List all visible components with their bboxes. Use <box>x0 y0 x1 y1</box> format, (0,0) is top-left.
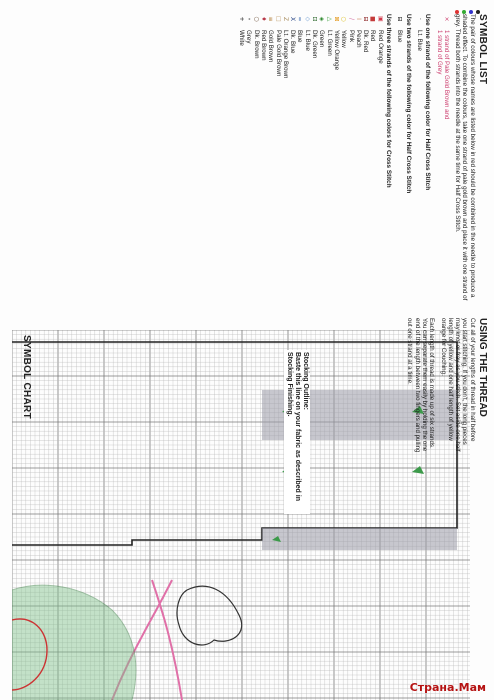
stitch-symbol-icon: ◈ <box>318 16 326 22</box>
symbol-label: Lt. Blue <box>303 30 311 51</box>
combo-row-1 <box>443 14 450 314</box>
symbol-row <box>362 14 369 314</box>
combo-line-1: 1 strand of Pale Gold Brown and <box>442 30 450 120</box>
symbol-list <box>238 14 486 314</box>
stitch-symbol-icon: ⊟ <box>362 16 370 22</box>
symbol-row <box>376 14 383 314</box>
stitch-symbol-icon: ■ <box>369 16 377 22</box>
stitch-symbol-icon: ▣ <box>376 16 384 22</box>
symbol-label: Blue <box>296 30 304 43</box>
symbol-label: Red Orange <box>376 30 384 64</box>
stitch-symbol-icon: X <box>289 16 297 22</box>
half-cross-item: Lt. Blue <box>415 30 423 51</box>
symbol-label: Gold Brown <box>267 30 275 63</box>
symbol-row <box>245 14 252 314</box>
using-thread-section <box>402 318 486 453</box>
symbol-row <box>238 14 245 314</box>
symbol-row <box>303 14 310 314</box>
symbol-label: Grey <box>245 30 253 44</box>
half-cross-heading-2: Use two strands of the following color for Half Cross Stitch <box>404 14 412 194</box>
stitch-symbol-icon: ○ <box>340 16 348 22</box>
half-cross-item-row: · Lt. Blue <box>415 18 423 51</box>
symbol-label: Lt. Green <box>325 30 333 56</box>
half-cross-item-2: Blue <box>396 30 404 43</box>
symbol-row <box>369 14 376 314</box>
symbol-row <box>289 14 296 314</box>
combo-row-2 <box>435 14 442 314</box>
stitch-symbol-icon: = <box>296 16 304 22</box>
symbol-label: Pale Gold Brown <box>274 30 282 77</box>
symbol-row <box>340 14 347 314</box>
half-cross-item-2-row <box>396 14 403 314</box>
using-thread-title: USING THE THREAD <box>477 318 488 417</box>
symbol-label: Yellow <box>340 30 348 48</box>
stitch-symbol-icon: I <box>354 18 362 20</box>
stitch-symbol-icon: ⊡ <box>311 16 319 22</box>
symbol-row <box>311 14 318 314</box>
stitch-symbol-icon: ♦ <box>259 16 267 22</box>
symbol-row <box>274 14 281 314</box>
cross-stitch-heading: Use three strands of the following colors for Cross Stitch <box>385 14 393 188</box>
symbol-label: Lt. Orange Brown <box>281 30 289 79</box>
half-cross-heading-1: Use one strand of the following color for Half Cross Stitch <box>424 14 432 191</box>
stitch-symbol-icon: ◇ <box>303 16 311 22</box>
symbol-label: Dk. Brown <box>252 30 260 59</box>
symbol-row <box>325 14 332 314</box>
symbol-label: Dk. Blue <box>289 30 297 54</box>
symbol-label: Dk. Green <box>311 30 319 59</box>
symbol-row <box>347 14 354 314</box>
symbol-label: Dk. Red <box>362 30 370 53</box>
stitch-symbol-icon: △ <box>325 16 333 22</box>
symbol-row <box>355 14 362 314</box>
cross-stitch-list <box>238 14 384 314</box>
symbol-list-title: SYMBOL LIST <box>477 14 488 85</box>
combo-line-2: 1 strand of Grey <box>435 30 443 75</box>
symbol-label: Green <box>318 30 326 48</box>
stitch-symbol-icon: ⊠ <box>332 16 340 22</box>
stitch-symbol-icon: ≡ <box>267 16 275 22</box>
symbol-label: Peach <box>354 30 362 48</box>
symbol-label: Red <box>369 30 377 42</box>
stitch-symbol-icon: □ <box>274 16 282 22</box>
stitch-symbol-icon: • <box>245 17 253 21</box>
symbol-list-intro: The pair of colours whose names are listed below in red should be combined in the needle to produce a shaded effect. To combine the colours, take one strand of pale gold brown and place it with one strand of grey. Thread both strands into the needle at the same time for Half Cross Stitch. <box>454 14 476 301</box>
symbol-row <box>318 14 325 314</box>
symbol-row <box>282 14 289 314</box>
stocking-outline-note <box>284 350 310 514</box>
stitch-symbol-icon: + <box>238 16 246 22</box>
symbol-row <box>333 14 340 314</box>
watermark: Страна.Мам <box>409 681 486 694</box>
symbol-row <box>296 14 303 314</box>
symbol-label: Yellow Orange <box>332 30 340 71</box>
combo-symbol: × <box>442 16 450 22</box>
outline-text: Baste this line on your fabric as described in Stocking Finishing. <box>286 352 301 501</box>
symbol-label: White <box>238 30 246 46</box>
stitch-symbol-icon: / <box>347 17 355 21</box>
outline-heading: Stocking Outline: <box>302 352 309 410</box>
symbol-chart-title: SYMBOL CHART <box>21 335 32 419</box>
stitch-symbol-icon: ○ <box>252 16 260 22</box>
using-thread-p2: Each length of thread is made up of six strands. You can separate them easily by holding the one end of the length between two fingers and pulling out one strand at a time. <box>406 318 436 453</box>
symbol-label: Pink <box>347 30 355 43</box>
half-cross-item-2-symbol: ⊟ <box>396 16 404 22</box>
stitch-symbol-icon: Z <box>281 16 289 22</box>
symbol-row <box>252 14 259 314</box>
symbol-row <box>260 14 267 314</box>
symbol-row <box>267 14 274 314</box>
using-thread-p1: Cut all of your lengths of thread in half before you start stitching. If you don't, the long pieces may knot or fray as you stitch. Set aside one half length of yellow and one half length of yellow orange for Couching. <box>439 318 476 452</box>
symbol-label: Red Brown <box>259 30 267 61</box>
